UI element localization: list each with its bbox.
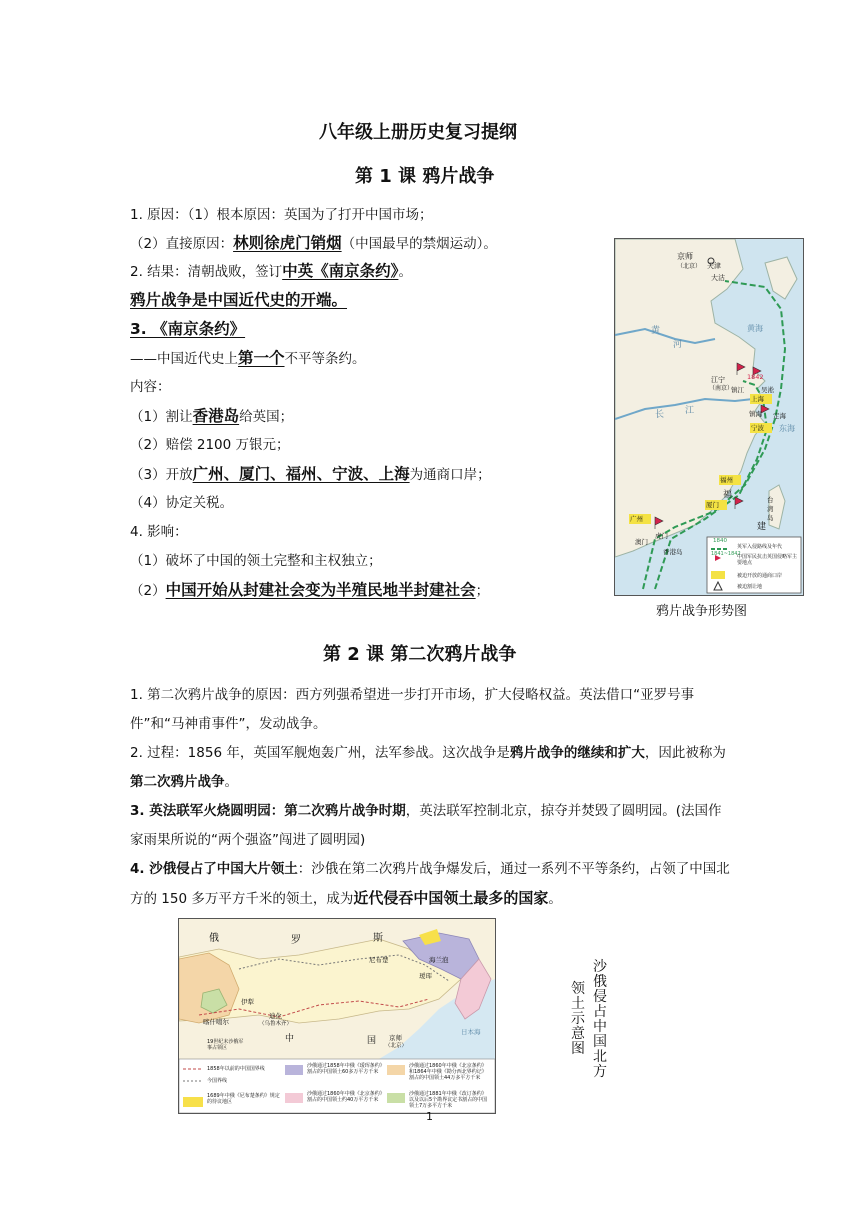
l1-item-cede — [130, 406, 293, 427]
map1-label-jiang: 江 — [685, 406, 695, 416]
l1-direct-cause-line — [130, 233, 497, 254]
map1-label-aomen: 澳门 — [635, 538, 648, 546]
map1-label-huang: 黄 — [651, 326, 661, 336]
map2-label-riben: 日本海 — [461, 1028, 481, 1036]
l1-first-post: 不平等条约。 — [284, 351, 366, 367]
map2-label-nibuchu: 尼布楚 — [369, 956, 389, 964]
map1-label-dagu: 大沽 — [711, 274, 725, 282]
l1-item-indemnity: （2）赔偿 2100 万银元； — [130, 437, 290, 453]
map2-legend-ili — [387, 1093, 405, 1103]
map1-legend-text4: 被迫割让地 — [737, 584, 763, 590]
map2-legend-beijing — [285, 1093, 303, 1103]
map1-legend-year1840: 1840 — [713, 538, 727, 544]
map2-label-hailanpao: 海兰泡 — [429, 956, 449, 964]
map1-label-fu: 福 — [723, 490, 733, 500]
map2-label-haishi: 19世纪末沙俄军事占领区 — [207, 1039, 244, 1051]
l1-result-line — [130, 261, 412, 282]
opium-war-map — [614, 238, 804, 596]
l1-impact2-em: 中国开始从封建社会变为半殖民地半封建社会 — [165, 581, 476, 599]
l1-ports-pre: （3）开放 — [130, 467, 193, 483]
map1-label-humen: 虎门 — [655, 532, 668, 540]
map2-label-yili: 伊犁 — [241, 998, 254, 1006]
l1-item-ports — [130, 464, 491, 485]
map1-label-beijing2: （北京） — [677, 263, 702, 270]
map2-legend-text6: 沙俄通过1860年中俄《北京条约》和1864年中俄《勘分西北界约记》割占的中国领土44万多平方千米 — [409, 1063, 487, 1081]
l2-russia-em2: 近代侵吞中国领土最多的国家 — [353, 889, 549, 907]
l2-yuanmingyuan-em: 3. 英法联军火烧圆明园：第二次鸦片战争时期 — [130, 803, 406, 819]
map2-label-dihua: 迪化 — [269, 1012, 282, 1020]
map2-legend-text7: 沙俄通过1881年中俄《改订条约》以及以后5个勘界议定书割占的中国领土7万多平方千米 — [409, 1091, 488, 1109]
map1-label-nanjing: （南京） — [709, 385, 734, 392]
l1-result-post: 。 — [398, 264, 412, 280]
russia-map-caption-col1: 沙俄侵占中国北方 — [593, 959, 607, 1080]
l1-cede-pre: （1）割让 — [130, 409, 193, 425]
l1-content-label: 内容： — [130, 379, 171, 395]
l2-cause-paragraph: 1. 第二次鸦片战争的原因：西方列强希望进一步打开市场，扩大侵略权益。英法借口“亚罗号事件”和“马神甫事件”，发动战争。 — [130, 687, 695, 732]
l2-russia-em: 4. 沙俄侵占了中国大片领土 — [130, 861, 298, 877]
l1-impact-label: 4. 影响： — [130, 524, 188, 540]
map2-legend-text4: 沙俄通过1858年中俄《瑷珲条约》割占的中国领土60多万平方千米 — [307, 1063, 383, 1075]
map2-legend-text5: 沙俄通过1860年中俄《北京条约》割占的中国领土约40万平方千米 — [307, 1091, 383, 1103]
map1-legend-text2: 中国军民抗击英国侵略军主要地点 — [737, 554, 798, 566]
map1-label-tianjin: 天津 — [707, 262, 721, 270]
map1-label-wusong: 吴淞 — [761, 386, 774, 394]
l2-process-paragraph — [130, 739, 730, 797]
opium-war-map-caption: 鸦片战争形势图 — [656, 604, 748, 619]
map1-label-ningbo: 宁波 — [751, 424, 764, 432]
map1-label-1842: 1842 — [747, 373, 764, 381]
map1-label-huanghai: 黄海 — [747, 324, 763, 333]
lesson2-title: 第 2 课 第二次鸦片战争 — [323, 644, 517, 665]
map1-label-dinghai: 定海 — [773, 412, 786, 420]
l1-first-em: 第一个 — [238, 349, 285, 367]
l1-ports-em: 广州、厦门、福州、宁波、上海 — [192, 465, 410, 483]
map2-legend-text1: 1858年以前的中国国界线 — [207, 1066, 265, 1072]
map2-legend-text2: 今国界线 — [207, 1078, 228, 1084]
map1-label-zhenhai: 镇海 — [749, 410, 762, 418]
map1-label-fuzhou: 福州 — [720, 476, 733, 484]
map2-legend-text3: 1689年中俄《尼布楚条约》规定的待议地区 — [207, 1093, 280, 1105]
lesson1-title: 第 1 课 鸦片战争 — [355, 166, 495, 187]
map1-label-jiangning: 江宁 — [711, 376, 725, 384]
map1-label-shanghai: 上海 — [751, 395, 764, 403]
l1-result-em: 中英《南京条约》 — [282, 262, 399, 280]
l1-result-pre: 2. 结果：清朝战败，签订 — [130, 264, 283, 280]
russia-map-caption-col2: 领土示意图 — [571, 981, 585, 1057]
l1-cause-line: 1. 原因：（1）根本原因：英国为了打开中国市场； — [130, 207, 433, 223]
l1-treaty-heading: 3. 《南京条约》 — [130, 320, 246, 338]
document-title: 八年级上册历史复习提纲 — [319, 122, 517, 143]
map1-label-chang: 长 — [655, 410, 665, 420]
map1-label-xianggang: 香港岛 — [663, 548, 683, 556]
page-number: 1 — [426, 1110, 433, 1123]
l2-process-pre: 2. 过程：1856 年，英国军舰炮轰广州，法军参战。这次战争是 — [130, 745, 510, 761]
map1-label-guangzhou: 广州 — [630, 515, 643, 523]
map2-label-zhong: 中 — [285, 1034, 295, 1044]
l2-process-em1: 鸦片战争的继续和扩大 — [509, 745, 645, 761]
l1-direct-pre: （2）直接原因： — [130, 236, 234, 252]
l1-impact2-pre: （2） — [130, 583, 166, 599]
l1-impact-1: （1）破坏了中国的领土完整和主权独立； — [130, 553, 382, 569]
l1-cede-post: 给英国； — [239, 409, 294, 425]
l1-ports-post: 为通商口岸； — [409, 467, 491, 483]
map1-label-taiwan: 台湾岛 — [767, 496, 774, 522]
l1-cede-em: 香港岛 — [192, 407, 240, 425]
map2-label-beijing: （北京） — [385, 1043, 408, 1049]
l2-process-post: 。 — [224, 774, 238, 790]
l1-first-unequal-treaty — [130, 348, 366, 369]
l1-direct-em: 林则徐虎门销烟 — [233, 234, 342, 252]
map2-legend-pending — [183, 1097, 203, 1107]
map2-label-guo: 国 — [367, 1036, 377, 1046]
l2-yuanmingyuan-post: ，英法联军控制北京，掠夺并焚毁了圆明园。(法国作家雨果所说的“两个强盗”闯进了圆明园) — [130, 803, 722, 848]
l1-direct-post: （中国最早的禁烟运动）。 — [341, 236, 497, 252]
l2-russia-mid: ：沙俄在第二次鸦片战争爆发后，通过一系列不平等条约，占领了中国北方的 150 多万平方千米的领土，成为 — [130, 861, 730, 907]
map2-label-aihui: 瑷珲 — [419, 972, 432, 980]
map2-legend-aigun — [285, 1065, 303, 1075]
l2-process-mid: ，因此被称为 — [644, 745, 726, 761]
l1-impact2-post: ； — [475, 583, 490, 599]
map2-legend-northwest — [387, 1065, 405, 1075]
map1-label-jian: 建 — [757, 522, 767, 532]
l1-item-tariff: （4）协定关税。 — [130, 495, 234, 511]
map1-label-donghai: 东海 — [779, 424, 795, 433]
map1-label-beijing: 京师 — [677, 252, 693, 261]
map1-legend-years: 1841~1842 — [711, 551, 741, 557]
l1-opium-war-beginning: 鸦片战争是中国近代史的开端。 — [130, 291, 348, 309]
map2-label-jingshi: 京师 — [389, 1034, 402, 1042]
map2-label-e: 俄 — [209, 933, 219, 944]
l2-process-em2: 第二次鸦片战争 — [130, 774, 225, 790]
map1-legend-text3: 被迫开放的通商口岸 — [737, 573, 783, 579]
map1-label-zhenjiang: 镇江 — [731, 386, 744, 394]
map2-label-luo: 罗 — [291, 935, 301, 946]
map2-label-kashgar: 喀什噶尔 — [203, 1018, 229, 1026]
map2-label-si: 斯 — [373, 933, 383, 944]
l2-yuanmingyuan-paragraph — [130, 797, 730, 855]
map2-label-dihua2: （乌鲁木齐） — [259, 1021, 293, 1027]
l1-impact-2 — [130, 580, 489, 601]
l2-russia-post: 。 — [548, 891, 562, 907]
l2-russia-paragraph — [130, 855, 730, 914]
russia-occupation-map — [178, 918, 496, 1114]
map1-label-xiamen: 厦门 — [706, 501, 719, 509]
map1-label-he: 河 — [673, 340, 683, 350]
map1-legend-text1: 英军入侵路线及年代 — [737, 544, 783, 550]
map1-legend-port — [711, 571, 725, 579]
l1-first-pre: ——中国近代史上 — [130, 351, 238, 367]
